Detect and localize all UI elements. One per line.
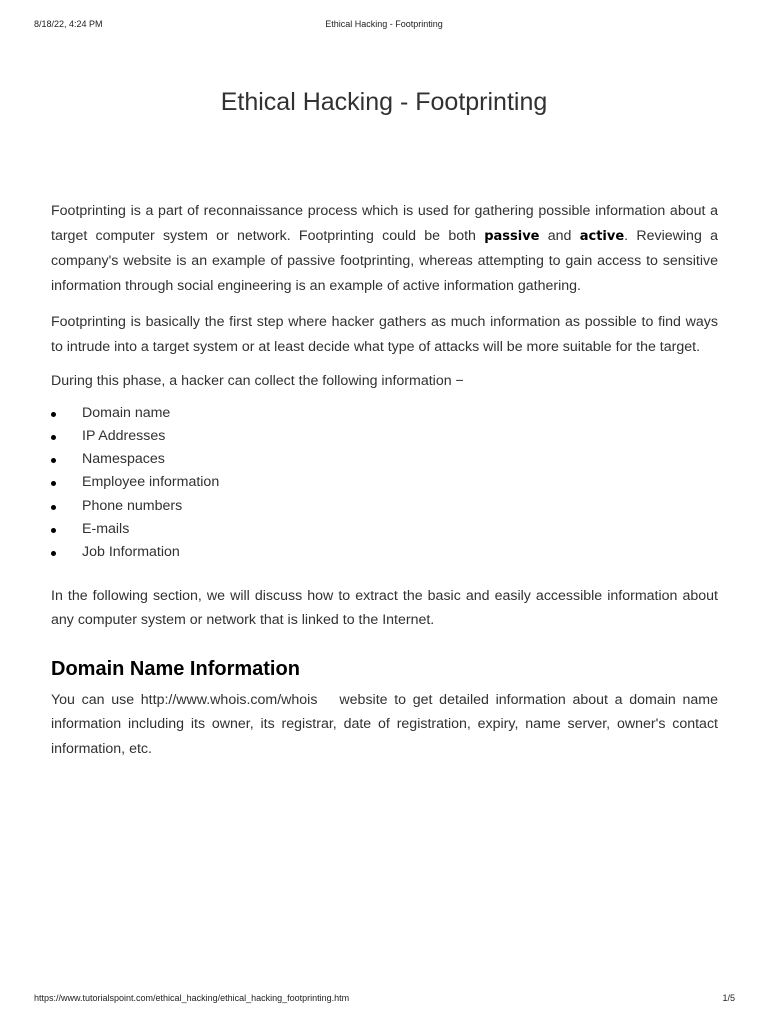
term-active: active <box>579 228 625 244</box>
intro-text-1: Footprinting is a part of reconnaissance process which is used for gathering possible information about a target computer system or network. Footprinting could be both <box>51 203 718 244</box>
domain-text-prefix: You can use <box>51 691 141 708</box>
bullet-icon <box>51 528 56 533</box>
page-title: Ethical Hacking - Footprinting <box>220 88 548 116</box>
article-body <box>51 199 718 761</box>
bullet-icon <box>51 481 56 486</box>
bullet-icon <box>51 435 56 440</box>
intro-paragraph <box>51 199 718 298</box>
bullet-icon <box>51 458 56 463</box>
information-list <box>51 402 718 565</box>
page-number: 1/5 <box>722 993 735 1003</box>
domain-text-suffix: website to get detailed information about a domain name information including its owner, its registrar, date of registration, expiry, name server, owner's contact information, etc. <box>51 691 718 757</box>
list-item: Employee information <box>51 471 718 494</box>
list-item: Job Information <box>51 541 718 564</box>
list-item: E-mails <box>51 518 718 541</box>
paragraph-domain-info <box>51 688 718 762</box>
print-footer-url: https://www.tutorialspoint.com/ethical_hacking/ethical_hacking_footprinting.htm <box>34 993 350 1003</box>
paragraph-collect-info: During this phase, a hacker can collect the following information − <box>51 373 464 389</box>
print-header <box>0 19 768 33</box>
paragraph-first-step: Footprinting is basically the first step where hacker gathers as much information as possible to find ways to intrude into a target system or at least decide what type of attacks will be more suitable for the target. <box>51 314 718 355</box>
print-footer <box>0 993 768 1007</box>
term-passive: passive <box>484 228 540 244</box>
section-heading-domain-name: Domain Name Information <box>51 657 300 680</box>
bullet-icon <box>51 412 56 417</box>
list-item: Domain name <box>51 402 718 425</box>
print-header-title: Ethical Hacking - Footprinting <box>325 19 443 29</box>
list-item: Namespaces <box>51 448 718 471</box>
list-item: IP Addresses <box>51 425 718 448</box>
bullet-icon <box>51 505 56 510</box>
list-item: Phone numbers <box>51 495 718 518</box>
paragraph-following-section: In the following section, we will discuss how to extract the basic and easily accessible information about any computer system or network that is linked to the Internet. <box>51 587 718 629</box>
bullet-icon <box>51 551 56 556</box>
whois-link[interactable]: http://www.whois.com/whois <box>140 691 318 708</box>
intro-text-and: and <box>539 227 580 244</box>
intro-text-2: . Reviewing a company's website is an example of passive footprinting, whereas attempting to gain access to sensitive information through social engineering is an example of active information gathering. <box>51 227 718 294</box>
print-date: 8/18/22, 4:24 PM <box>34 19 103 29</box>
